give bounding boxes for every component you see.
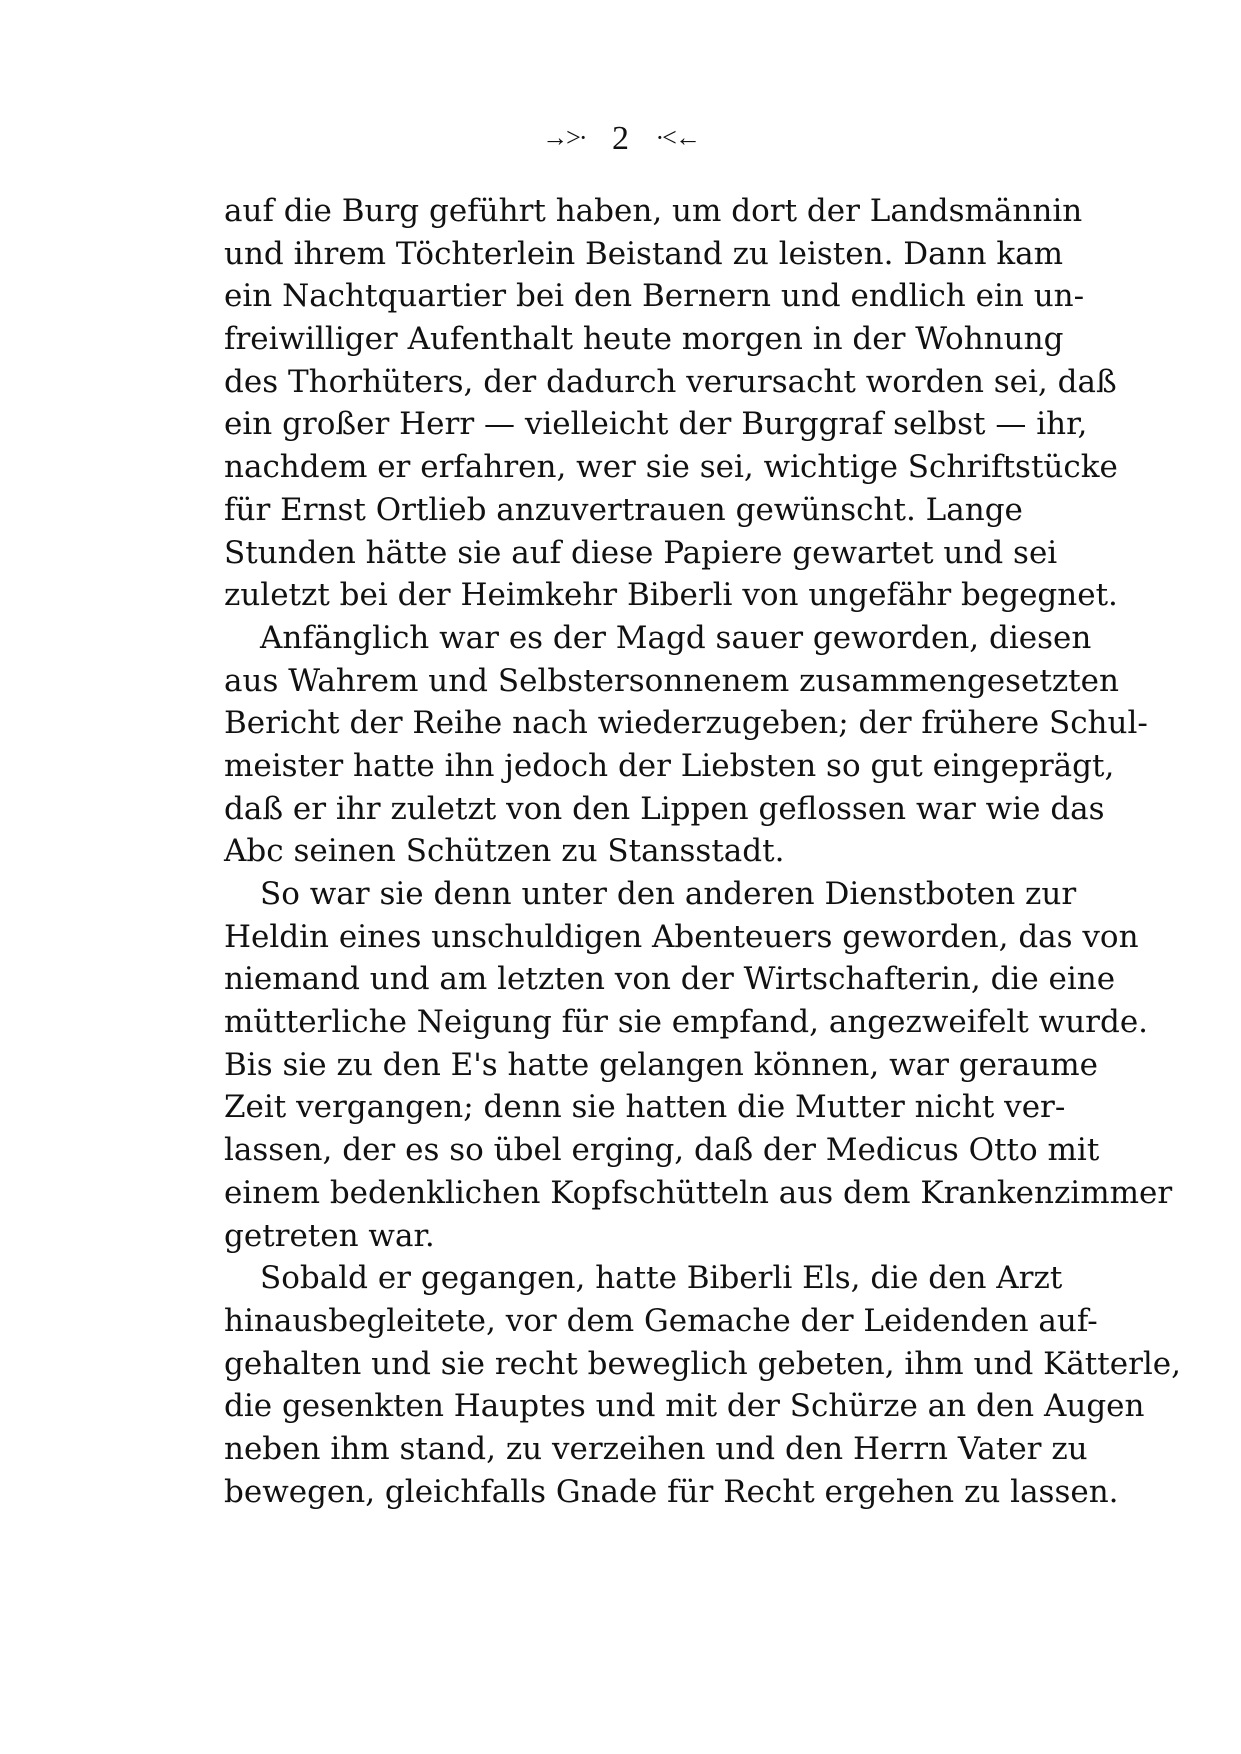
text-line: So war sie denn unter den anderen Dienstboten zur bbox=[260, 876, 1077, 912]
text-line: Zeit vergangen; denn sie hatten die Mutter nicht ver- bbox=[224, 1089, 1066, 1126]
text-line: ein großer Herr — vielleicht der Burggraf selbst — ihr, bbox=[224, 406, 1088, 443]
text-line: ein Nachtquartier bei den Bernern und endlich ein un- bbox=[224, 278, 1085, 315]
text-line: aus Wahrem und Selbstersonnenem zusammengesetzten bbox=[224, 662, 1119, 699]
left-ornament: →>· bbox=[542, 123, 586, 152]
text-line: des Thorhüters, der dadurch verursacht worden sei, daß bbox=[224, 363, 1117, 400]
text-line: für Ernst Ortlieb anzuvertrauen gewünscht. Lange bbox=[224, 491, 1023, 528]
text-line: auf die Burg geführt haben, um dort der Landsmännin bbox=[224, 193, 1083, 229]
text-line: einem bedenklichen Kopfschütteln aus dem Krankenzimmer bbox=[224, 1174, 1173, 1211]
text-line: Abc seinen Schützen zu Stansstadt. bbox=[224, 833, 785, 870]
text-line: freiwilliger Aufenthalt heute morgen in der Wohnung bbox=[224, 321, 1064, 358]
text-line: die gesenkten Hauptes und mit der Schürze an den Augen bbox=[224, 1388, 1145, 1425]
text-line: hinausbegleitete, vor dem Gemache der Leidenden auf- bbox=[224, 1302, 1098, 1339]
text-line: und ihrem Töchterlein Beistand zu leisten. Dann kam bbox=[224, 235, 1064, 272]
text-line: Bis sie zu den E's hatte gelangen können, war geraume bbox=[224, 1046, 1098, 1083]
text-line: lassen, der es so übel erging, daß der Medicus Otto mit bbox=[224, 1132, 1100, 1169]
text-line: bewegen, gleichfalls Gnade für Recht ergehen zu lassen. bbox=[224, 1473, 1119, 1510]
text-line: gehalten und sie recht beweglich gebeten, ihm und Kätterle, bbox=[224, 1345, 1182, 1382]
text-line: Sobald er gegangen, hatte Biberli Els, die den Arzt bbox=[260, 1260, 1063, 1297]
text-line: nachdem er erfahren, wer sie sei, wichtige Schriftstücke bbox=[224, 449, 1118, 486]
text-line: Anfänglich war es der Magd sauer geworden, diesen bbox=[260, 619, 1092, 656]
text-line: Stunden hätte sie auf diese Papiere gewartet und sei bbox=[224, 534, 1058, 571]
right-ornament: ·<← bbox=[655, 123, 699, 152]
text-line: getreten war. bbox=[224, 1217, 435, 1254]
text-line: niemand und am letzten von der Wirtschafterin, die eine bbox=[224, 961, 1116, 998]
text-line: mütterliche Neigung für sie empfand, angezweifelt wurde. bbox=[224, 1004, 1149, 1041]
text-line: daß er ihr zuletzt von den Lippen geflossen war wie das bbox=[224, 790, 1105, 827]
text-line: meister hatte ihn jedoch der Liebsten so gut eingeprägt, bbox=[224, 747, 1115, 784]
page-number: 2 bbox=[612, 120, 629, 157]
text-line: Heldin eines unschuldigen Abenteuers geworden, das von bbox=[224, 918, 1139, 955]
text-line: zuletzt bei der Heimkehr Biberli von ungefähr begegnet. bbox=[224, 577, 1118, 614]
text-line: neben ihm stand, zu verzeihen und den Herrn Vater zu bbox=[224, 1430, 1088, 1467]
body-text bbox=[224, 190, 1182, 1513]
page-header bbox=[0, 118, 1241, 159]
text-line: Bericht der Reihe nach wiederzugeben; der frühere Schul- bbox=[224, 705, 1148, 742]
